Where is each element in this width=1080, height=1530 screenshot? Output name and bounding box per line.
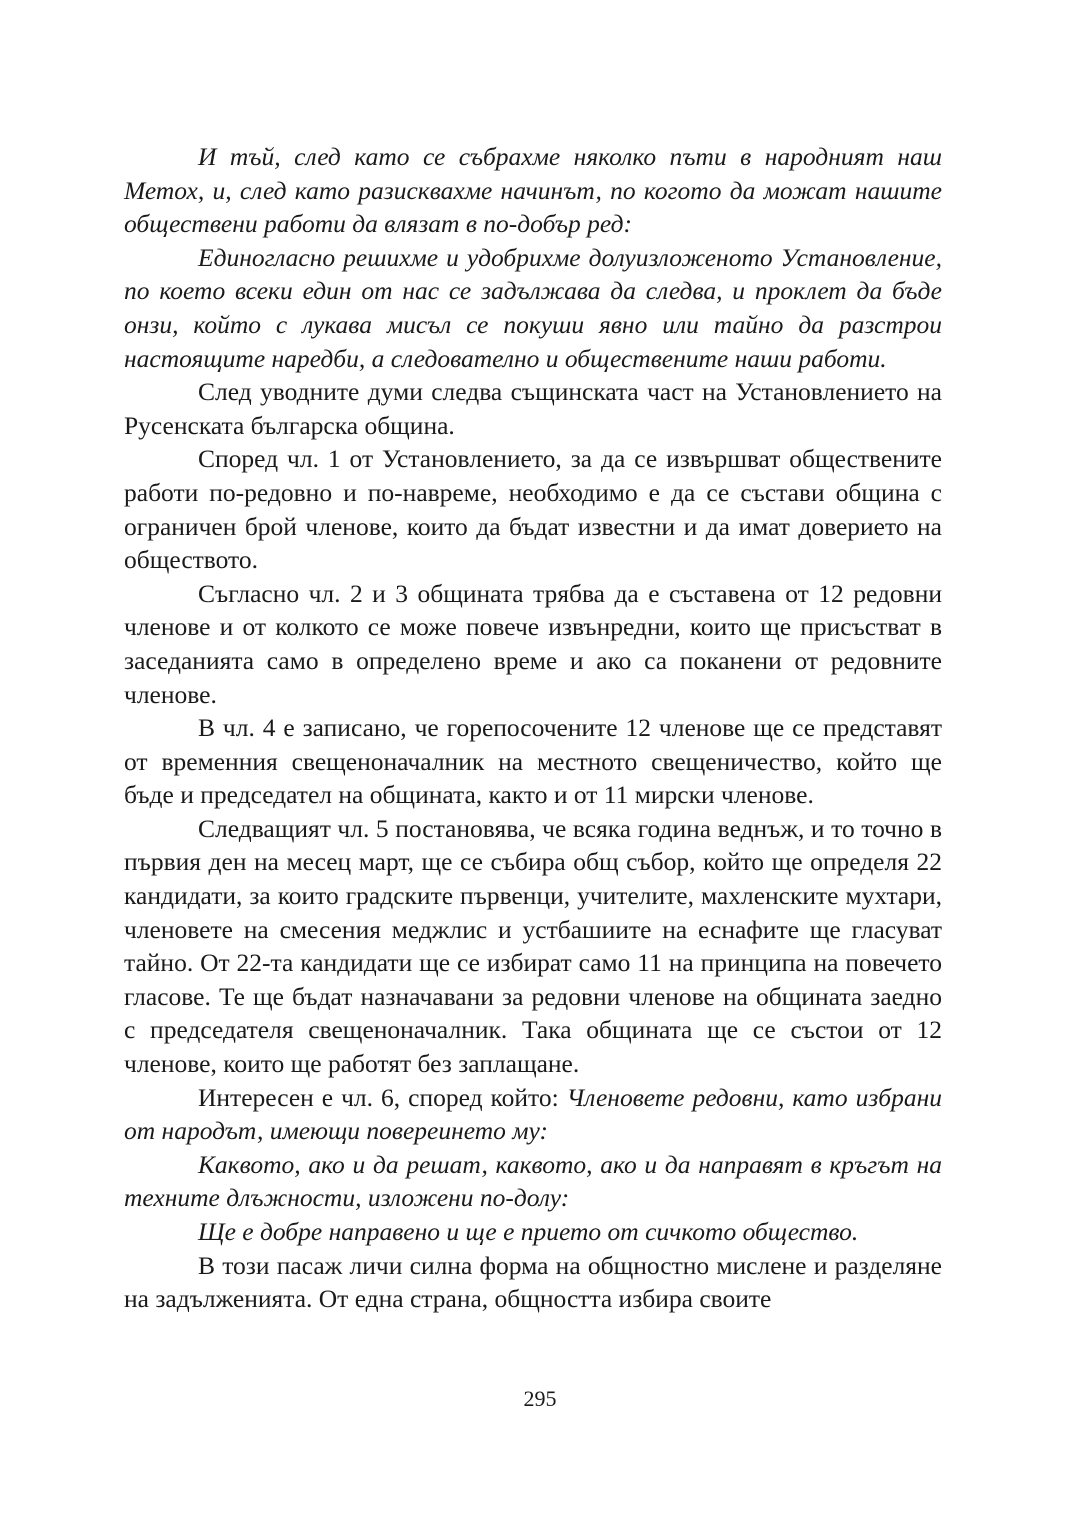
paragraph-1: И тъй, след като се събрахме няколко пъти в народният наш Метох, и, след като разисквахме начинът, по когото да можат нашите обществени работи да влязат в по-добър ред: [124,142,942,239]
paragraph-11: В този пасаж личи силна форма на общностно мислене и разделяне на задълженията. От една страна, общността избира своите [124,1250,942,1314]
paragraph-7: Следващият чл. 5 постановява, че всяка година веднъж, и то точно в първия ден на месец март, ще се събира общ събор, който ще определя 22 кандидати, за които градските първенци, учителите, махленските мухтари, членовете на смесения меджлис и устбашиите на еснафите ще гласуват тайно. От 22-та кандидати ще се избират само 11 на принципа на повечето гласове. Те ще бъдат назначавани за редовни членове на общината заедно с председателя свещеноначалник. Така общината ще се състои от 12 членове, които ще работят без заплащане. [124,813,942,1079]
paragraph-9: Каквото, ако и да решат, каквото, ако и да направят в кръгът на техните длъжности, изложени по-долу: [124,1149,942,1213]
paragraph-3: След уводните думи следва същинската част на Установлението на Русенската българска община. [124,377,942,440]
paragraph-2: Единогласно решихме и удобрихме долуизложеното Установление, по което всеки един от нас се задължава да следва, и проклет да бъде онзи, който с лукава мисъл се покуши явно или тайно да разстрои настоящите наредби, а следователно и обществените наши работи. [124,242,942,373]
paragraph-8-normal: Интересен е чл. 6, според който: [198,1082,567,1112]
body-text [124,140,942,1316]
paragraph-6: В чл. 4 е записано, че горепосочените 12 членове ще се представят от временния свещеноначалник на местното свещеничество, който ще бъде и председател на общината, както и от 11 мирски членове. [124,713,942,810]
paragraph-10: Ще е добре направено и ще е прието от сичкото общество. [198,1217,859,1246]
paragraph-5: Съгласно чл. 2 и 3 общината трябва да е съставена от 12 редовни членове и от колкото се може повече извънредни, които ще присъстват в заседанията само в определено време и ако са поканени от редовните членове. [124,578,942,709]
paragraph-8-italic: Членовете редовни, като избрани от народът, имеющи повереинето му: [124,1082,942,1146]
paragraph-4: Според чл. 1 от Установлението, за да се извършват обществените работи по-редовно и по-навреме, необходимо е да се състави община с ограничен брой членове, които да бъдат известни и да имат доверието на обществото. [124,444,942,575]
page-number: 295 [523,1386,557,1411]
paragraph-8 [124,1081,942,1148]
